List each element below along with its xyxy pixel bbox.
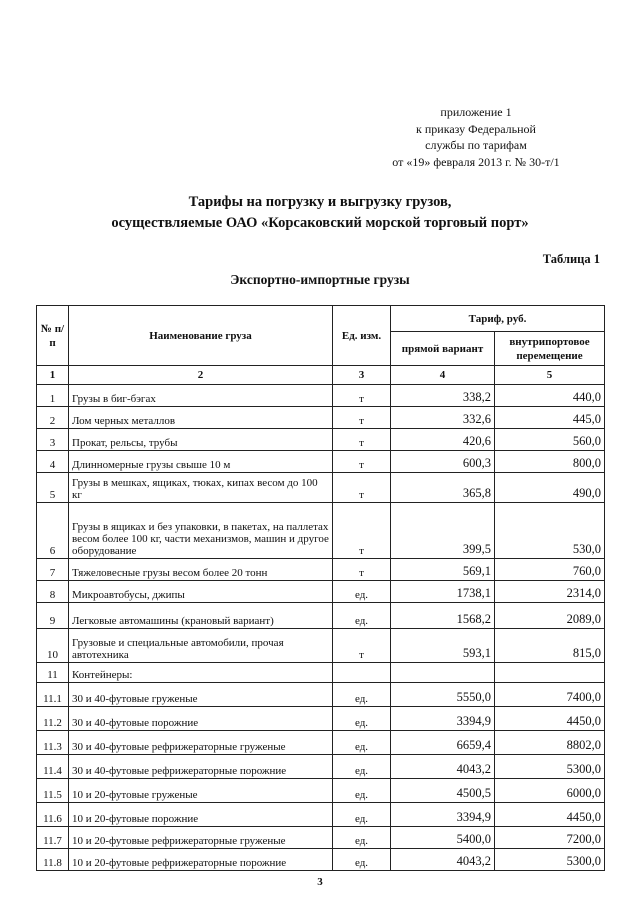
unit-cell: ед. — [333, 731, 391, 755]
tariff-direct — [391, 663, 495, 683]
unit-cell: ед. — [333, 803, 391, 827]
tariff-direct: 3394,9 — [391, 803, 495, 827]
tariff-direct: 332,6 — [391, 407, 495, 429]
cargo-name: 10 и 20-футовые рефрижераторные порожние — [69, 849, 333, 871]
header-unit: Ед. изм. — [333, 306, 391, 366]
table-row — [37, 603, 605, 629]
row-number: 11.3 — [37, 731, 69, 755]
table-row — [37, 803, 605, 827]
appendix-line: к приказу Федеральной — [416, 121, 536, 136]
unit-cell: ед. — [333, 707, 391, 731]
tariff-direct: 6659,4 — [391, 731, 495, 755]
table-row — [37, 407, 605, 429]
row-number: 10 — [37, 629, 69, 663]
row-number: 11.1 — [37, 683, 69, 707]
cargo-name: 30 и 40-футовые груженые — [69, 683, 333, 707]
tariff-internal — [495, 663, 605, 683]
table-row — [37, 731, 605, 755]
header-internal: внутрипортовое перемещение — [495, 332, 605, 366]
tariff-internal: 2089,0 — [495, 603, 605, 629]
table-row — [37, 779, 605, 803]
unit-cell: ед. — [333, 683, 391, 707]
row-number: 9 — [37, 603, 69, 629]
cargo-name: Длинномерные грузы свыше 10 м — [69, 451, 333, 473]
cargo-name: Грузы в мешках, ящиках, тюках, кипах весом до 100 кг — [69, 473, 333, 503]
appendix-line: приложение 1 — [440, 105, 512, 119]
table-row — [37, 451, 605, 473]
cargo-name: Грузы в биг-бэгах — [69, 385, 333, 407]
table-row — [37, 581, 605, 603]
tariff-direct: 1738,1 — [391, 581, 495, 603]
col-number: 3 — [333, 366, 391, 385]
unit-cell: ед. — [333, 581, 391, 603]
tariff-direct: 600,3 — [391, 451, 495, 473]
tariff-internal: 8802,0 — [495, 731, 605, 755]
tariff-direct: 399,5 — [391, 503, 495, 559]
table-label: Таблица 1 — [542, 252, 600, 266]
tariff-internal: 800,0 — [495, 451, 605, 473]
row-number: 4 — [37, 451, 69, 473]
tariff-internal: 7400,0 — [495, 683, 605, 707]
cargo-name: Микроавтобусы, джипы — [69, 581, 333, 603]
table-row — [37, 683, 605, 707]
row-number: 11.5 — [37, 779, 69, 803]
cargo-name: Прокат, рельсы, трубы — [69, 429, 333, 451]
row-number: 7 — [37, 559, 69, 581]
tariff-direct: 593,1 — [391, 629, 495, 663]
cargo-name: Тяжеловесные грузы весом более 20 тонн — [69, 559, 333, 581]
cargo-name: 10 и 20-футовые порожние — [69, 803, 333, 827]
header-name: Наименование груза — [69, 306, 333, 366]
tariff-internal: 5300,0 — [495, 755, 605, 779]
col-number: 1 — [37, 366, 69, 385]
unit-cell: т — [333, 559, 391, 581]
table-row — [37, 849, 605, 871]
unit-cell: ед. — [333, 603, 391, 629]
unit-cell: ед. — [333, 779, 391, 803]
unit-cell: т — [333, 473, 391, 503]
appendix-line: службы по тарифам — [425, 138, 527, 152]
row-number: 11 — [37, 663, 69, 683]
table-row — [37, 629, 605, 663]
table-row — [37, 559, 605, 581]
table-body — [37, 385, 605, 871]
tariff-internal: 445,0 — [495, 407, 605, 429]
tariff-direct: 5550,0 — [391, 683, 495, 707]
tariff-internal: 560,0 — [495, 429, 605, 451]
tariff-direct: 4500,5 — [391, 779, 495, 803]
table-row — [37, 663, 605, 683]
row-number: 1 — [37, 385, 69, 407]
row-number: 2 — [37, 407, 69, 429]
tariff-table — [36, 305, 605, 871]
tariff-internal: 2314,0 — [495, 581, 605, 603]
row-number: 6 — [37, 503, 69, 559]
column-numbers-row — [37, 366, 605, 385]
tariff-internal: 5300,0 — [495, 849, 605, 871]
col-number: 2 — [69, 366, 333, 385]
row-number: 11.7 — [37, 827, 69, 849]
table-subtitle: Экспортно-импортные грузы — [230, 272, 410, 287]
row-number: 11.2 — [37, 707, 69, 731]
tariff-direct: 5400,0 — [391, 827, 495, 849]
tariff-internal: 530,0 — [495, 503, 605, 559]
tariff-direct: 1568,2 — [391, 603, 495, 629]
appendix-line: от «19» февраля 2013 г. № 30-т/1 — [392, 154, 560, 169]
header-tariff: Тариф, руб. — [391, 306, 605, 332]
unit-cell: ед. — [333, 849, 391, 871]
row-number: 11.4 — [37, 755, 69, 779]
tariff-direct: 338,2 — [391, 385, 495, 407]
row-number: 8 — [37, 581, 69, 603]
cargo-name: 30 и 40-футовые порожние — [69, 707, 333, 731]
tariff-internal: 4450,0 — [495, 803, 605, 827]
tariff-direct: 3394,9 — [391, 707, 495, 731]
document-title — [0, 192, 640, 234]
appendix-block — [356, 104, 596, 170]
tariff-internal: 440,0 — [495, 385, 605, 407]
table-row — [37, 755, 605, 779]
cargo-name: Контейнеры: — [69, 663, 333, 683]
table-row — [37, 503, 605, 559]
unit-cell: ед. — [333, 755, 391, 779]
cargo-name: 10 и 20-футовые груженые — [69, 779, 333, 803]
tariff-internal: 815,0 — [495, 629, 605, 663]
cargo-name: 30 и 40-футовые рефрижераторные порожние — [69, 755, 333, 779]
row-number: 3 — [37, 429, 69, 451]
header-direct: прямой вариант — [391, 332, 495, 366]
row-number: 5 — [37, 473, 69, 503]
unit-cell: т — [333, 451, 391, 473]
cargo-name: Лом черных металлов — [69, 407, 333, 429]
cargo-name: 10 и 20-футовые рефрижераторные груженые — [69, 827, 333, 849]
table-row — [37, 429, 605, 451]
tariff-direct: 4043,2 — [391, 755, 495, 779]
header-num: № п/п — [37, 306, 69, 366]
row-number: 11.6 — [37, 803, 69, 827]
table-row — [37, 473, 605, 503]
cargo-name: Легковые автомашины (крановый вариант) — [69, 603, 333, 629]
unit-cell: т — [333, 429, 391, 451]
page-number: 3 — [317, 876, 323, 888]
tariff-internal: 6000,0 — [495, 779, 605, 803]
unit-cell: т — [333, 385, 391, 407]
tariff-internal: 4450,0 — [495, 707, 605, 731]
tariff-direct: 4043,2 — [391, 849, 495, 871]
table-row — [37, 707, 605, 731]
tariff-internal: 760,0 — [495, 559, 605, 581]
tariff-internal: 7200,0 — [495, 827, 605, 849]
table-row — [37, 827, 605, 849]
title-line: Тарифы на погрузку и выгрузку грузов, — [188, 194, 452, 210]
tariff-direct: 365,8 — [391, 473, 495, 503]
table-row — [37, 385, 605, 407]
cargo-name: Грузовые и специальные автомобили, прочая автотехника — [69, 629, 333, 663]
unit-cell: т — [333, 407, 391, 429]
tariff-direct: 569,1 — [391, 559, 495, 581]
title-line: осуществляемые ОАО «Корсаковский морской торговый порт» — [111, 215, 529, 231]
cargo-name: Грузы в ящиках и без упаковки, в пакетах, на паллетах весом более 100 кг, части механизмов, машин и другое оборудование — [69, 503, 333, 559]
unit-cell: ед. — [333, 827, 391, 849]
unit-cell: т — [333, 629, 391, 663]
unit-cell — [333, 663, 391, 683]
tariff-direct: 420,6 — [391, 429, 495, 451]
unit-cell: т — [333, 503, 391, 559]
row-number: 11.8 — [37, 849, 69, 871]
col-number: 4 — [391, 366, 495, 385]
col-number: 5 — [495, 366, 605, 385]
cargo-name: 30 и 40-футовые рефрижераторные груженые — [69, 731, 333, 755]
tariff-internal: 490,0 — [495, 473, 605, 503]
